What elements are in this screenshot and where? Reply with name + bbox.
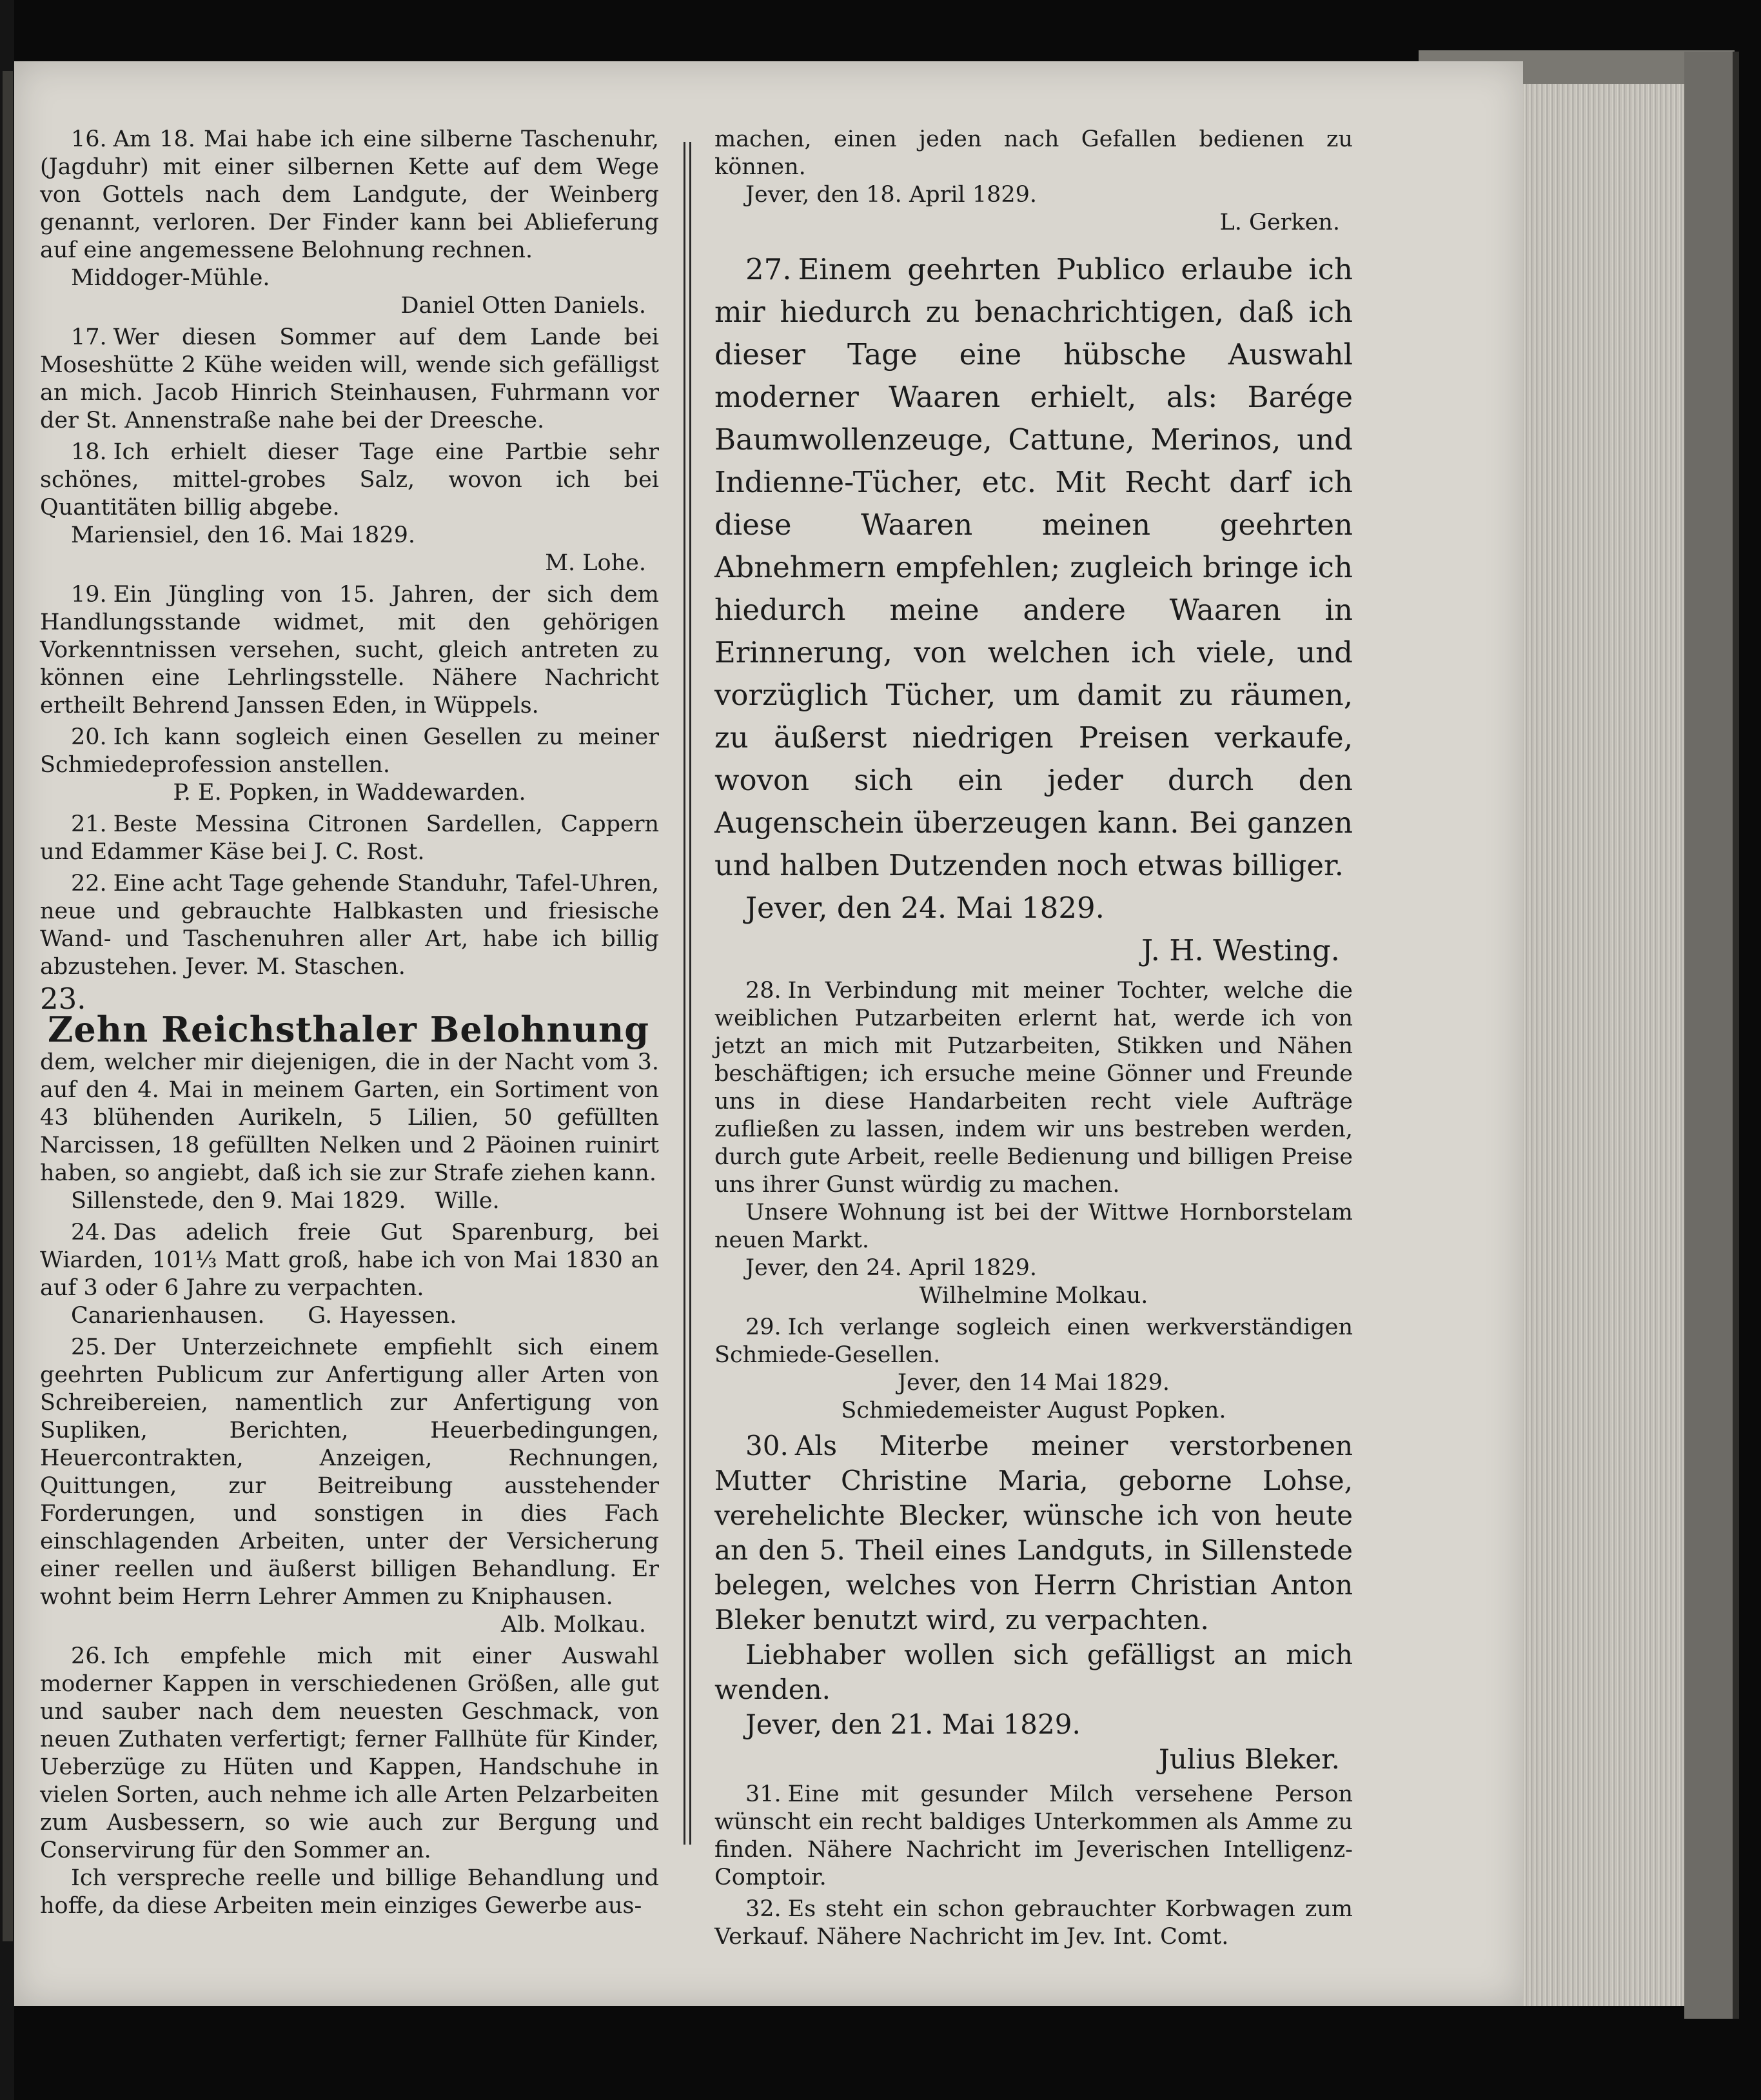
ad-number: 20. <box>71 724 107 750</box>
ad-number: 26. <box>71 1643 107 1669</box>
ad-place: Jever, den 18. April 1829. <box>745 182 1038 208</box>
ad-16 <box>40 126 659 320</box>
ad-text: Beste Messina Citronen Sardellen, Cappern und Edammer Käse bei J. C. Rost. <box>40 811 659 865</box>
ad-text: Eine acht Tage gehende Standuhr, Tafel-Uhren, neue und gebrauchte Halbkasten und friesische Wand- und Taschenuhren aller Art, habe ich billig abzustehen. <box>40 871 659 980</box>
ad-signature: L. Gerken. <box>1219 210 1340 235</box>
ad-place: Sillenstede, den 9. Mai 1829. <box>71 1188 406 1214</box>
ad-number: 24. <box>71 1220 107 1245</box>
ad-text: Am 18. Mai habe ich eine silberne Taschenuhr, (Jagduhr) mit einer silbernen Kette auf dem Wege von Gottels nach dem Landgute, der Weinberg genannt, verloren. Der Finder kann bei Ablieferung auf eine angemessene Belohnung rechnen. <box>40 126 659 263</box>
ad-signature: Schmiedemeister August Popken. <box>841 1398 1226 1423</box>
ad-heading: Zehn Reichsthaler Belohnung <box>48 1009 650 1050</box>
ad-21 <box>40 811 659 866</box>
ad-signature: J. H. Westing. <box>1141 933 1340 967</box>
ad-text-continued: Unsere Wohnung ist bei der Wittwe Hornborstelam neuen Markt. <box>714 1200 1353 1253</box>
ad-text: machen, einen jeden nach Gefallen bedienen zu können. <box>714 126 1353 180</box>
ad-text: Wer diesen Sommer auf dem Lande bei Moseshütte 2 Kühe weiden will, wende sich gefälligst an mich. Jacob Hinrich Steinhausen, Fuhrmann vor der St. Annenstraße nahe bei der Dreesche. <box>40 324 659 433</box>
ad-text: Ich empfehle mich mit einer Auswahl moderner Kappen in verschiedenen Größen, alle gut und sauber nach dem neuesten Geschmack, von neuen Zuthaten verfertigt; ferner Fallhüte für Kinder, Ueberzüge zu Hüten und Kappen, Handschuhe in vielen Sorten, auch nehme ich alle Arten Pelzarbeiten zum Ausbessern, so wie auch zur Bergung und Conservirung für den Sommer an. <box>40 1643 659 1863</box>
ad-text: Als Miterbe meiner verstorbenen Mutter Christine Maria, geborne Lohse, verehelichte Blecker, wünsche ich von heute an den 5. Theil eines Landguts, in Sillenstede belegen, welches von Herrn Christian Anton Bleker benutzt wird, zu verpachten. <box>714 1430 1353 1636</box>
ad-number: 28. <box>745 978 782 1004</box>
ad-text: Eine mit gesunder Milch versehene Person wünscht ein recht baldiges Unterkommen als Amme zu finden. Nähere Nachricht im Jeverischen Intelligenz-Comptoir. <box>714 1781 1353 1890</box>
ad-20 <box>40 724 659 807</box>
ad-text-continued: Ich verspreche reelle und billige Behandlung und hoffe, da diese Arbeiten mein einziges Gewerbe aus- <box>40 1865 659 1919</box>
ad-32 <box>714 1896 1353 1951</box>
ad-text: Ich erhielt dieser Tage eine Partbie sehr schönes, mittel-grobes Salz, wovon ich bei Quantitäten billig abgebe. <box>40 439 659 520</box>
ad-27 <box>714 248 1353 972</box>
ad-signature: Wilhelmine Molkau. <box>919 1283 1148 1309</box>
ad-text: Einem geehrten Publico erlaube ich mir hiedurch zu benachrichtigen, daß ich dieser Tage eine hübsche Auswahl moderner Waaren erhielt, als: Barége Baumwollenzeuge, Cattune, Merinos, und Indienne-Tücher, etc. Mit Recht darf ich diese Waaren meinen geehrten Abnehmern empfehlen; zugleich bringe ich hiedurch meine andere Waaren in Erinnerung, von welchen ich viele, und vorzüglich Tücher, um damit zu räumen, zu äußerst niedrigen Preisen verkaufe, wovon sich ein jeder durch den Augenschein überzeugen kann. Bei ganzen und halben Dutzenden noch etwas billiger. <box>714 252 1353 882</box>
column-divider <box>684 142 691 1845</box>
book-cover-edge <box>1684 52 1739 2019</box>
ad-signature: Wille. <box>434 1188 500 1214</box>
ad-place: Canarienhausen. <box>71 1303 265 1329</box>
ad-number: 19. <box>71 582 107 608</box>
right-column <box>714 126 1353 1955</box>
ad-signature: G. Hayessen. <box>308 1303 457 1329</box>
ad-place: Jever, den 24. April 1829. <box>745 1255 1038 1281</box>
ad-number: 16. <box>71 126 107 152</box>
ad-text-continued: Liebhaber wollen sich gefälligst an mich wenden. <box>714 1639 1353 1705</box>
ad-24 <box>40 1219 659 1330</box>
ad-22 <box>40 870 659 981</box>
ad-text: Das adelich freie Gut Sparenburg, bei Wiarden, 101⅓ Matt groß, habe ich von Mai 1830 an auf 3 oder 6 Jahre zu verpachten. <box>40 1220 659 1301</box>
ad-17 <box>40 324 659 435</box>
ad-place: Jever, den 21. Mai 1829. <box>745 1709 1081 1740</box>
ad-number: 23. <box>40 982 86 1016</box>
ad-place: Mariensiel, den 16. Mai 1829. <box>71 522 415 548</box>
ad-28 <box>714 977 1353 1310</box>
ad-number: 22. <box>71 871 107 896</box>
ad-26 <box>40 1643 659 1920</box>
ad-19 <box>40 581 659 720</box>
ad-30 <box>714 1429 1353 1777</box>
ad-number: 25. <box>71 1334 107 1360</box>
ad-number: 29. <box>745 1314 782 1340</box>
ad-number: 17. <box>71 324 107 350</box>
ad-29 <box>714 1314 1353 1425</box>
ad-place: Middoger-Mühle. <box>71 265 270 291</box>
ad-place: Jever, den 14 Mai 1829. <box>897 1370 1170 1396</box>
ad-18 <box>40 439 659 577</box>
ad-text: Ein Jüngling von 15. Jahren, der sich dem Handlungsstande widmet, mit den gehörigen Vorkenntnissen versehen, sucht, gleich antreten zu können eine Lehrlingsstelle. Nähere Nachricht ertheilt Behrend Janssen Eden, in Wüppels. <box>40 582 659 718</box>
ad-31 <box>714 1781 1353 1892</box>
page-block-edge <box>1523 84 1684 2006</box>
ad-text: dem, welcher mir diejenigen, die in der Nacht vom 3. auf den 4. Mai in meinem Garten, ein Sortiment von 43 blühenden Aurikeln, 5 Lilien, 50 gefüllten Narcissen, 18 gefüllten Nelken und 2 Päoinen ruinirt haben, so angiebt, daß ich sie zur Strafe ziehen kann. <box>40 1049 659 1186</box>
ad-signature: P. E. Popken, in Waddewarden. <box>173 780 526 806</box>
ad-text: Es steht ein schon gebrauchter Korbwagen zum Verkauf. Nähere Nachricht im Jev. Int. Comt. <box>714 1896 1353 1950</box>
ad-signature: Julius Bleker. <box>1159 1743 1340 1775</box>
gutter-bar <box>3 71 13 1941</box>
ad-number: 21. <box>71 811 107 837</box>
ad-26-continuation <box>714 126 1353 237</box>
ad-text: Der Unterzeichnete empfiehlt sich einem geehrten Publicum zur Anfertigung aller Arten von Schreibereien, namentlich zur Anfertigung von Supliken, Berichten, Heuerbedingungen, Heuercontrakten, Anzeigen, Rechnungen, Quittungen, zur Beitreibung ausstehender Forderungen, und sonstigen in dies Fach einschlagenden Arbeiten, unter der Versicherung einer reellen und äußerst billigen Behandlung. Er wohnt beim Herrn Lehrer Ammen zu Kniphausen. <box>40 1334 659 1610</box>
ad-number: 31. <box>745 1781 782 1807</box>
ad-signature: Alb. Molkau. <box>501 1612 646 1638</box>
ad-number: 32. <box>745 1896 782 1922</box>
ad-signature: Daniel Otten Daniels. <box>400 293 646 319</box>
ad-number: 30. <box>745 1430 789 1461</box>
ad-signature: M. Staschen. <box>256 954 406 980</box>
ad-place: Jever, den 24. Mai 1829. <box>745 891 1105 925</box>
ad-text: In Verbindung mit meiner Tochter, welche die weiblichen Putzarbeiten erlernt hat, werde ich von jetzt an mich mit Putzarbeiten, Stikken und Nähen beschäftigen; ich ersuche meine Gönner und Freunde uns in diese Handarbeiten recht viele Aufträge zufließen zu lassen, indem wir uns bestreben werden, durch gute Arbeit, reelle Bedienung und billigen Preise uns ihrer Gunst würdig zu machen. <box>714 978 1353 1198</box>
ad-text: Ich verlange sogleich einen werkverständigen Schmiede-Gesellen. <box>714 1314 1353 1368</box>
ad-number: 27. <box>745 252 792 286</box>
ad-place: Jever. <box>185 954 250 980</box>
left-column <box>40 126 659 1924</box>
ad-signature: M. Lohe. <box>545 550 646 576</box>
ad-number: 18. <box>71 439 107 465</box>
ad-25 <box>40 1334 659 1639</box>
ad-23 <box>40 982 659 1215</box>
ad-text: Ich kann sogleich einen Gesellen zu meiner Schmiedeprofession anstellen. <box>40 724 659 778</box>
